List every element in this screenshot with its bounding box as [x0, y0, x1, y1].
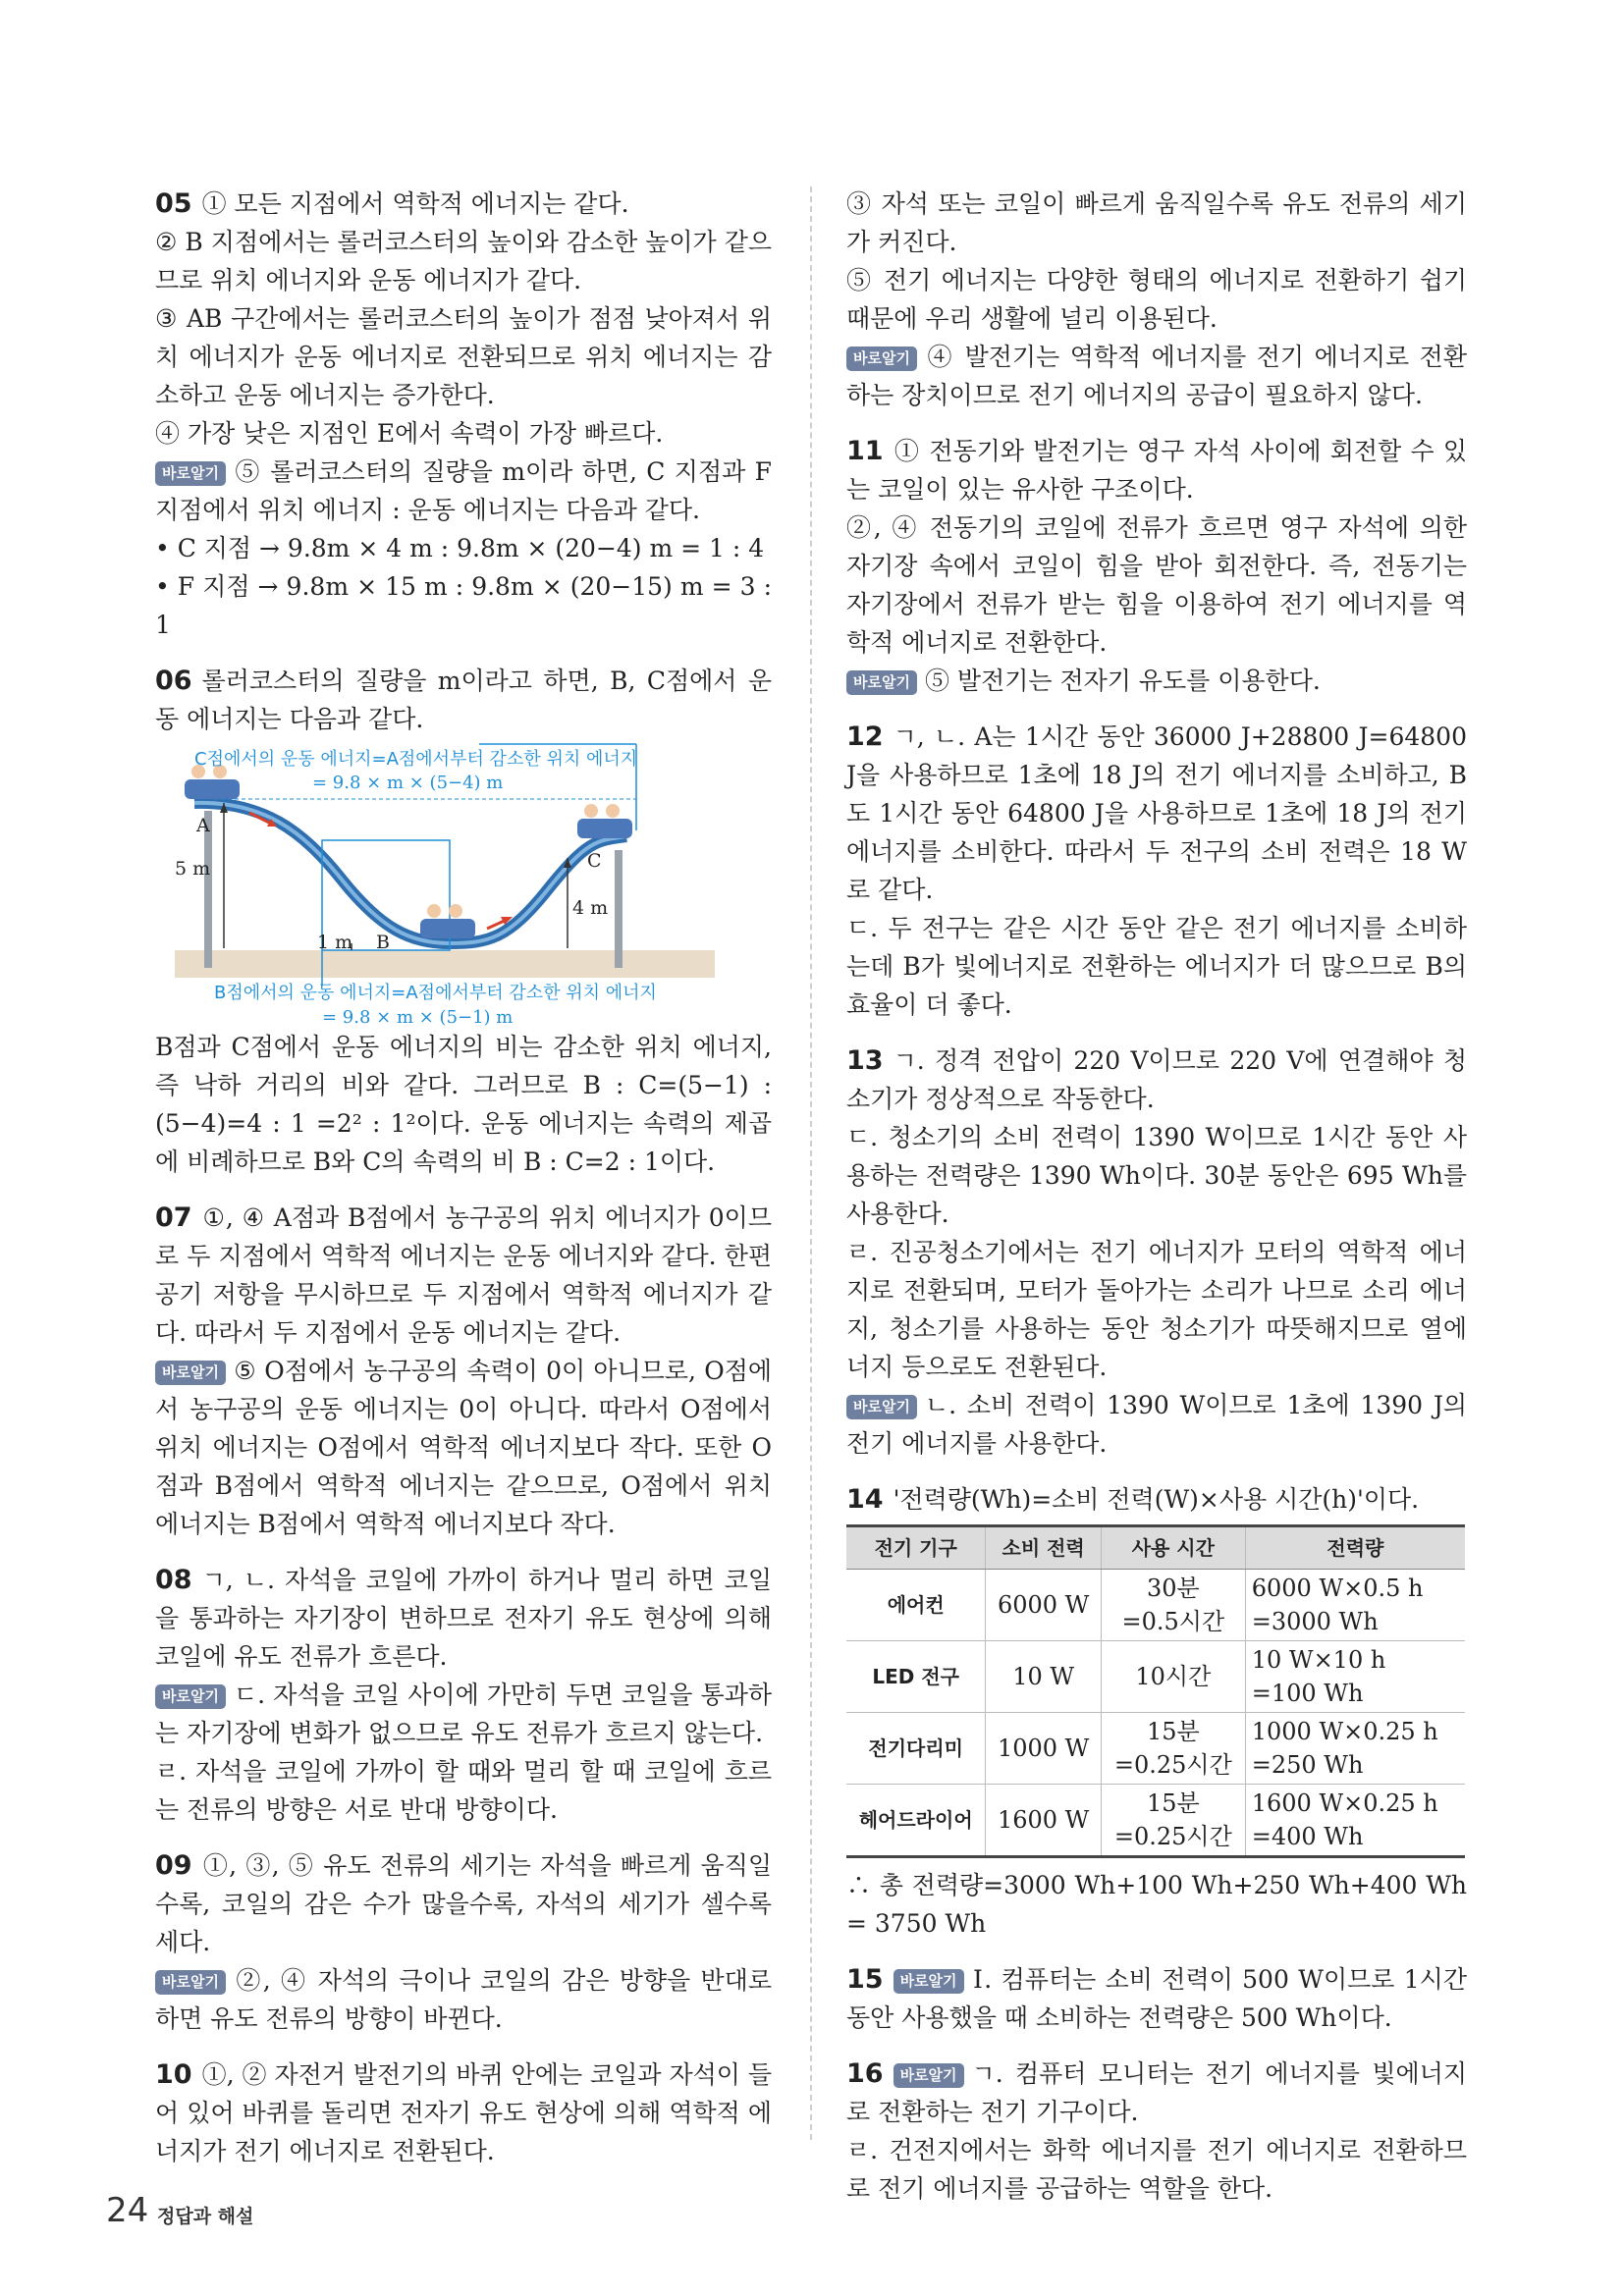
- text: ⑤ 발전기는 전자기 유도를 이용한다.: [924, 667, 1321, 695]
- answer-13: [846, 1041, 1467, 1463]
- power-cell: 10 W: [986, 1641, 1102, 1713]
- text: ③ 자석 또는 코일이 빠르게 움직일수록 유도 전류의 세기가 커진다.: [846, 189, 1467, 256]
- time-cell: 10시간: [1101, 1641, 1245, 1713]
- answer-16: [846, 2055, 1467, 2208]
- text: Ⅰ. 컴퓨터는 소비 전력이 500 W이므로 1시간 동안 사용했을 때 소비하는 전력량은 500 Wh이다.: [846, 1965, 1467, 2032]
- text: • F 지점 → 9.8m × 15 m : 9.8m × (20−15) m = 3 : 1: [155, 572, 772, 639]
- correction-badge: 바로알기: [155, 1684, 226, 1709]
- question-number: 16: [846, 2058, 884, 2089]
- answer-08: [155, 1561, 772, 1829]
- answer-12: [846, 718, 1467, 1024]
- answer-07: [155, 1199, 772, 1543]
- question-number: 05: [155, 188, 192, 219]
- point-a-label: A: [196, 815, 210, 836]
- table-row: [846, 1570, 1465, 1641]
- energy-table: [846, 1524, 1465, 1858]
- text: ①, ③, ⑤ 유도 전류의 세기는 자석을 빠르게 움직일수록, 코일의 감은 수가 많을수록, 자석의 세기가 셀수록 세다.: [155, 1851, 772, 1956]
- text: ②, ④ 자석의 극이나 코일의 감은 방향을 반대로 하면 유도 전류의 방향이 바뀐다.: [155, 1966, 772, 2033]
- column-header: 전력량: [1245, 1526, 1465, 1570]
- correction-badge: 바로알기: [893, 2063, 964, 2088]
- text: ㄷ. 청소기의 소비 전력이 1390 W이므로 1시간 동안 사용하는 전력량은 1390 Wh이다. 30분 동안은 695 Wh를 사용한다.: [846, 1123, 1467, 1228]
- energy-line: =400 Wh: [1251, 1823, 1364, 1850]
- table-header-row: [846, 1526, 1465, 1570]
- correction-badge: 바로알기: [155, 1361, 226, 1385]
- text: ①, ④ A점과 B점에서 농구공의 위치 에너지가 0이므로 두 지점에서 역학적 에너지는 운동 에너지와 같다. 한편 공기 저항을 무시하므로 두 지점에서 역학적 에너지가 같다. 따라서 두 지점에서 운동 에너지는 같다.: [155, 1203, 772, 1347]
- energy-line: 1000 W×0.25 h: [1251, 1718, 1438, 1745]
- column-header: 소비 전력: [986, 1526, 1102, 1570]
- text: ㄹ. 자석을 코일에 가까이 할 때와 멀리 할 때 코일에 흐르는 전류의 방향은 서로 반대 방향이다.: [155, 1757, 772, 1824]
- point-c-label: C: [587, 850, 602, 872]
- text: ㄱ. 정격 전압이 220 V이므로 220 V에 연결해야 청소기가 정상적으로 작동한다.: [846, 1046, 1467, 1113]
- power-cell: 6000 W: [986, 1570, 1102, 1641]
- text: ㄹ. 건전지에서는 화학 에너지를 전기 에너지로 전환하므로 전기 에너지를 공급하는 역할을 한다.: [846, 2136, 1467, 2203]
- question-number: 10: [155, 2059, 192, 2090]
- answer-11: [846, 432, 1467, 700]
- question-number: 08: [155, 1565, 192, 1595]
- time-line: =0.25시간: [1113, 1823, 1232, 1850]
- answer-10: [155, 2056, 772, 2170]
- text: ㄱ. 컴퓨터 모니터는 전기 에너지를 빛에너지로 전환하는 전기 기구이다.: [846, 2059, 1467, 2126]
- text: ㄷ. 두 전구는 같은 시간 동안 같은 전기 에너지를 소비하는데 B가 빛에너지로 전환하는 에너지가 더 많으므로 B의 효율이 더 좋다.: [846, 914, 1467, 1019]
- answer-05: [155, 185, 772, 644]
- question-number: 13: [846, 1045, 884, 1076]
- text: ㄱ, ㄴ. 자석을 코일에 가까이 하거나 멀리 하면 코일을 통과하는 자기장이 변하므로 전자기 유도 현상에 의해 코일에 유도 전류가 흐른다.: [155, 1566, 772, 1671]
- table-row: [846, 1641, 1465, 1713]
- text: 롤러코스터의 질량을 m이라고 하면, B, C점에서 운동 에너지는 다음과 같다.: [155, 667, 772, 733]
- text: ㄱ, ㄴ. A는 1시간 동안 36000 J+28800 J=64800 J을 사용하므로 1초에 18 J의 전기 에너지를 소비하고, B도 1시간 동안 64800 J을 사용하므로 1초에 18 J의 전기 에너지를 소비한다. 따라서 두 전구의 소비 전력은 18 W로 같다.: [846, 722, 1467, 904]
- text: ①, ② 자전거 발전기의 바퀴 안에는 코일과 자석이 들어 있어 바퀴를 돌리면 전자기 유도 현상에 의해 역학적 에너지가 전기 에너지로 전환된다.: [155, 2060, 772, 2165]
- text: ① 전동기와 발전기는 영구 자석 사이에 회전할 수 있는 코일이 있는 유사한 구조이다.: [846, 437, 1467, 504]
- table-row: [846, 1785, 1465, 1857]
- column-header: 사용 시간: [1101, 1526, 1245, 1570]
- correction-badge: 바로알기: [846, 347, 917, 371]
- question-number: 12: [846, 721, 884, 752]
- power-cell: 1600 W: [986, 1785, 1102, 1857]
- page-number: 24: [106, 2191, 149, 2230]
- column-divider: [810, 187, 812, 2140]
- answer-06: [155, 662, 772, 1181]
- energy-line: 10 W×10 h: [1251, 1646, 1386, 1674]
- time-line: 30분: [1146, 1575, 1200, 1602]
- device-cell: 에어컨: [846, 1570, 986, 1641]
- height-5m-label: 5 m: [175, 858, 211, 880]
- time-cell: [1101, 1785, 1245, 1857]
- energy-cell: [1245, 1570, 1465, 1641]
- footer-label: 정답과 해설: [157, 2206, 254, 2227]
- energy-cell: [1245, 1713, 1465, 1785]
- text: ④ 발전기는 역학적 에너지를 전기 에너지로 전환하는 장치이므로 전기 에너지의 공급이 필요하지 않다.: [846, 343, 1467, 409]
- text: ⑤ 전기 에너지는 다양한 형태의 에너지로 전환하기 쉽기 때문에 우리 생활에 널리 이용된다.: [846, 266, 1467, 333]
- time-cell: [1101, 1713, 1245, 1785]
- question-number: 07: [155, 1202, 192, 1233]
- energy-line: 1600 W×0.25 h: [1251, 1789, 1438, 1817]
- answer-09: [155, 1846, 772, 2038]
- answer-14: [846, 1480, 1467, 1943]
- figure-caption-top: C점에서의 운동 에너지=A점에서부터 감소한 위치 에너지: [194, 749, 638, 770]
- energy-line: =3000 Wh: [1251, 1608, 1379, 1635]
- text: ⑤ 롤러코스터의 질량을 m이라 하면, C 지점과 F 지점에서 위치 에너지 : 운동 에너지는 다음과 같다.: [155, 457, 772, 524]
- text: • C 지점 → 9.8m × 4 m : 9.8m × (20−4) m = 1 : 4: [155, 534, 765, 562]
- energy-line: =100 Wh: [1251, 1680, 1364, 1707]
- time-line: =0.5시간: [1121, 1608, 1225, 1635]
- text: ②, ④ 전동기의 코일에 전류가 흐르면 영구 자석에 의한 자기장 속에서 코일이 힘을 받아 회전한다. 즉, 전동기는 자기장에서 전류가 받는 힘을 이용하여 전기 에너지를 역학적 에너지로 전환한다.: [846, 513, 1467, 657]
- text: ④ 가장 낮은 지점인 E에서 속력이 가장 빠르다.: [155, 419, 664, 448]
- correction-badge: 바로알기: [846, 1395, 917, 1419]
- question-number: 11: [846, 436, 884, 466]
- left-column: [155, 185, 772, 2170]
- energy-line: 6000 W×0.5 h: [1251, 1575, 1424, 1602]
- device-cell: 헤어드라이어: [846, 1785, 986, 1857]
- point-b-label: B: [376, 932, 390, 953]
- text: ㄷ. 자석을 코일 사이에 가만히 두면 코일을 통과하는 자기장에 변화가 없으므로 유도 전류가 흐르지 않는다.: [155, 1681, 772, 1747]
- time-line: =0.25시간: [1113, 1751, 1232, 1779]
- text: ∴ 총 전력량=3000 Wh+100 Wh+250 Wh+400 Wh = 3750 Wh: [846, 1871, 1467, 1938]
- height-4m-label: 4 m: [572, 897, 609, 919]
- energy-cell: [1245, 1785, 1465, 1857]
- question-number: 14: [846, 1484, 884, 1515]
- power-cell: 1000 W: [986, 1713, 1102, 1785]
- text: ② B 지점에서는 롤러코스터의 높이와 감소한 높이가 같으므로 위치 에너지와 운동 에너지가 같다.: [155, 228, 772, 294]
- figure-formula-bottom: = 9.8 × m × (5−1) m: [322, 1007, 514, 1028]
- time-cell: [1101, 1570, 1245, 1641]
- answer-10-continued: [846, 185, 1467, 414]
- correction-badge: 바로알기: [893, 1969, 964, 1994]
- device-cell: LED 전구: [846, 1641, 986, 1713]
- question-number: 15: [846, 1964, 884, 1995]
- table-row: [846, 1713, 1465, 1785]
- answer-15: [846, 1960, 1467, 2037]
- text: ㄹ. 진공청소기에서는 전기 에너지가 모터의 역학적 에너지로 전환되며, 모터가 돌아가는 소리가 나므로 소리 에너지, 청소기를 사용하는 동안 청소기가 따뜻해지므로 열에너지 등으로도 전환된다.: [846, 1238, 1467, 1381]
- energy-cell: [1245, 1641, 1465, 1713]
- figure-formula-top: = 9.8 × m × (5−4) m: [312, 773, 504, 793]
- figure-caption-bottom: B점에서의 운동 에너지=A점에서부터 감소한 위치 에너지: [214, 983, 657, 1003]
- height-1m-label: 1 m: [317, 932, 353, 953]
- time-line: 15분: [1146, 1718, 1200, 1745]
- question-number: 09: [155, 1850, 192, 1881]
- time-line: 15분: [1146, 1789, 1200, 1817]
- energy-line: =250 Wh: [1251, 1751, 1364, 1779]
- correction-badge: 바로알기: [155, 1970, 226, 1995]
- device-cell: 전기다리미: [846, 1713, 986, 1785]
- text: ① 모든 지점에서 역학적 에너지는 같다.: [201, 189, 629, 218]
- correction-badge: 바로알기: [155, 461, 226, 486]
- column-header: 전기 기구: [846, 1526, 986, 1570]
- correction-badge: 바로알기: [846, 670, 917, 695]
- roller-coaster-figure: [155, 742, 774, 1028]
- text: ③ AB 구간에서는 롤러코스터의 높이가 점점 낮아져서 위치 에너지가 운동 에너지로 전환되므로 위치 에너지는 감소하고 운동 에너지는 증가한다.: [155, 304, 772, 409]
- text: '전력량(Wh)=소비 전력(W)×사용 시간(h)'이다.: [893, 1485, 1420, 1514]
- text: B점과 C점에서 운동 에너지의 비는 감소한 위치 에너지, 즉 낙하 거리의 비와 같다. 그러므로 B : C=(5−1) : (5−4)=4 : 1 =2² : 1²이다. 운동 에너지는 속력의 제곱에 비례하므로 B와 C의 속력의 비 B : C=2 : 1이다.: [155, 1033, 772, 1176]
- right-column: [846, 185, 1467, 2208]
- text: ⑤ O점에서 농구공의 속력이 0이 아니므로, O점에서 농구공의 운동 에너지는 0이 아니다. 따라서 O점에서 위치 에너지는 O점에서 역학적 에너지보다 작다. 또한 O점과 B점에서 역학적 에너지는 같으므로, O점에서 위치 에너지는 B점에서 역학적 에너지보다 작다.: [155, 1357, 772, 1538]
- text: ㄴ. 소비 전력이 1390 W이므로 1초에 1390 J의 전기 에너지를 사용한다.: [846, 1391, 1467, 1458]
- question-number: 06: [155, 666, 192, 696]
